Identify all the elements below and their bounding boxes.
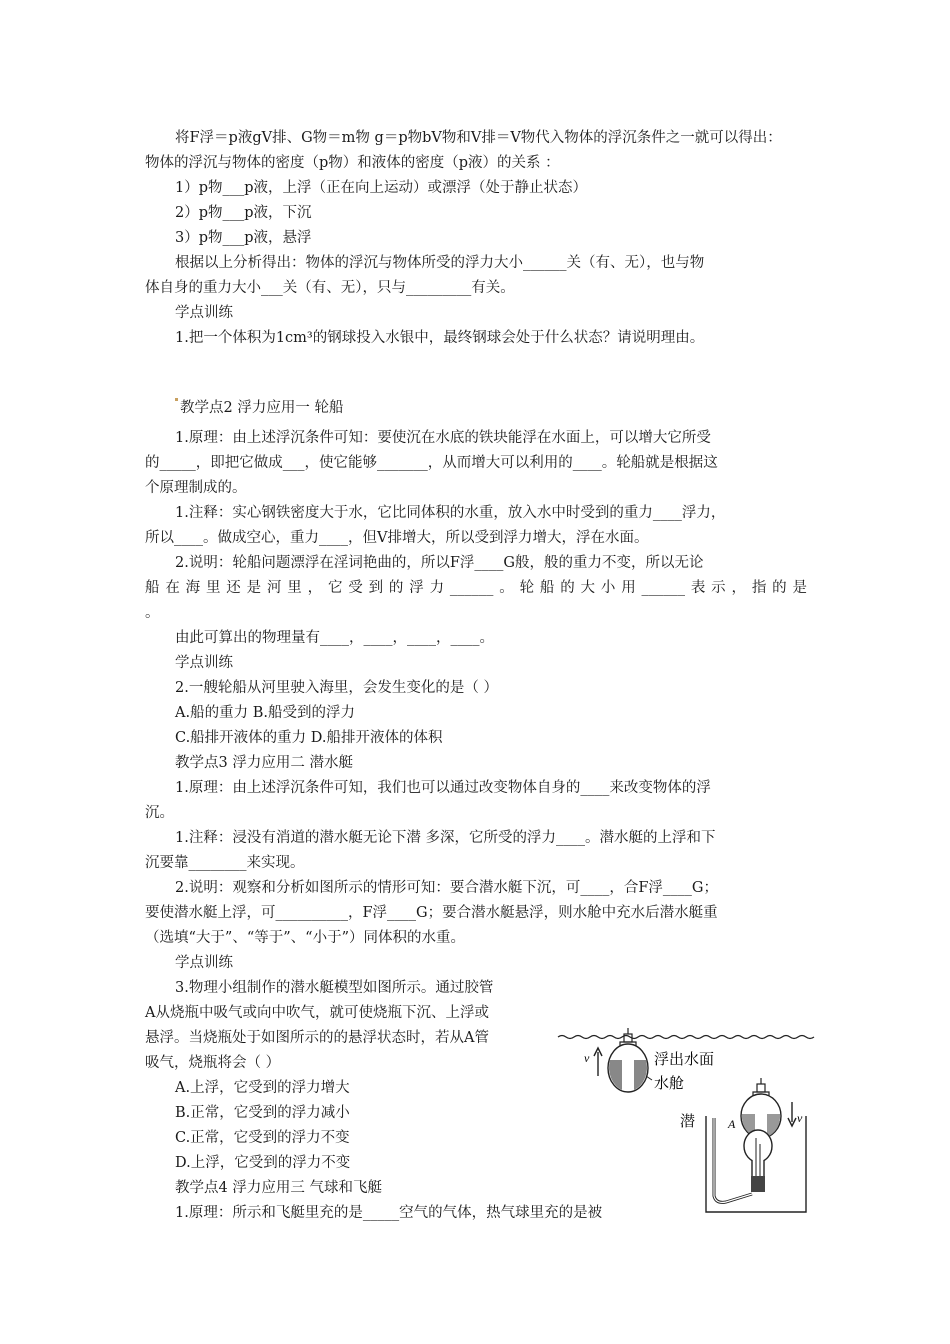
line-text: 1.原理：所示和飞艇里充的是_____空气的气体，热气球里充的是被 (175, 1205, 603, 1221)
line-text: 由此可算出的物理量有____，____，____，____。 (175, 630, 494, 646)
text-line (175, 203, 312, 223)
text-line (175, 1203, 602, 1223)
line-text: 吸气，烧瓶将会（ ） (145, 1055, 281, 1071)
velocity-label-up: v (584, 1051, 590, 1065)
text-line (145, 478, 247, 498)
line-text: 3.物理小组制作的潜水艇模型如图所示。通过胶管 (175, 980, 494, 996)
text-line (175, 303, 233, 323)
text-line (175, 653, 233, 673)
line-text: 1.把一个体积为1cm³的钢球投入水银中，最终钢球会处于什么状态？请说明理由。 (175, 330, 705, 346)
dot-marker (175, 398, 178, 401)
line-text: 所以____。做成空心，重力____，但V排增大，所以受到浮力增大，浮在水面。 (145, 530, 649, 546)
text-line (145, 1053, 280, 1073)
line-text: 教学点4 浮力应用三 气球和飞艇 (175, 1180, 382, 1196)
text-line (145, 928, 465, 948)
line-text: A从烧瓶中吸气或向中吹气，就可使烧瓶下沉、上浮或 (145, 1005, 489, 1021)
line-text: 根据以上分析得出：物体的浮沉与物体所受的浮力大小______关（有、无），也与物 (175, 255, 705, 271)
text-line (175, 228, 312, 248)
text-line (175, 1153, 350, 1173)
text-line (175, 1078, 350, 1098)
line-text: 2.一艘轮船从河里驶入海里，会发生变化的是（ ） (175, 680, 498, 696)
line-text: 船在海里还是河里，它受到的浮力______。轮船的大小用______表示，指的是 (145, 580, 807, 596)
text-line (145, 853, 305, 873)
line-text: （选填“大于”、“等于”、“小于”）同体积的水重。 (145, 930, 465, 946)
text-line (145, 1003, 489, 1023)
line-text: 教学点2 浮力应用一 轮船 (180, 400, 344, 416)
text-line (145, 903, 718, 923)
label-surface: 浮出水面 (654, 1050, 715, 1068)
text-line (145, 1028, 489, 1048)
text-line (175, 678, 498, 698)
line-text: 2）p物___p液，下沉 (175, 205, 312, 221)
line-text: 1.原理：由上述浮沉条件可知，我们也可以通过改变物体自身的____来改变物体的浮 (175, 780, 711, 796)
text-line (145, 453, 718, 473)
text-line (145, 803, 174, 823)
text-line (175, 753, 353, 773)
line-text: 沉。 (145, 805, 174, 821)
text-line (175, 1178, 382, 1198)
velocity-label-down: v (797, 1111, 803, 1125)
line-text: 的_____，即把它做成___，使它能够_______，从而增大可以利用的____。轮船就是根据这 (145, 455, 718, 471)
text-line (175, 128, 782, 148)
line-text: A.船的重力 B.船受到的浮力 (175, 705, 355, 721)
line-text: 教学点3 浮力应用二 潜水艇 (175, 755, 353, 771)
text-line (175, 1103, 350, 1123)
label-dive: 潜 (680, 1112, 696, 1130)
text-line (175, 553, 703, 573)
text-line (175, 953, 233, 973)
line-text: 体自身的重力大小___关（有、无），只与_________有关。 (145, 280, 515, 296)
line-text: 2.说明：轮船问题漂浮在淫词艳曲的，所以F浮____G般，般的重力不变，所以无论 (175, 555, 704, 571)
text-line (175, 778, 711, 798)
line-text: D.上浮，它受到的浮力不变 (175, 1155, 351, 1171)
label-tank: 水舱 (654, 1074, 685, 1092)
flask (744, 1130, 772, 1192)
text-line (175, 703, 355, 723)
line-text: A.上浮，它受到的浮力增大 (175, 1080, 350, 1096)
line-text: 悬浮。当烧瓶处于如图所示的的悬浮状态时，若从A管 (145, 1030, 489, 1046)
text-line (175, 328, 704, 348)
line-text: C.船排开液体的重力 D.船排开液体的体积 (175, 730, 443, 746)
line-text: 1.注释：实心钢铁密度大于水，它比同体积的水重，放入水中时受到的重力____浮力， (175, 505, 726, 521)
text-line (145, 603, 160, 623)
line-text: 。 (145, 605, 160, 621)
text-line (145, 278, 515, 298)
submarine-diagram (556, 1018, 818, 1218)
line-text: 学点训练 (175, 305, 233, 321)
label-tube-a: A (728, 1117, 736, 1131)
line-text: 2.说明：观察和分析如图所示的情形可知：要合潜水艇下沉，可____，合F浮____G； (175, 880, 718, 896)
line-text: 要使潜水艇上浮，可__________，F浮____G；要合潜水艇悬浮，则水舱中充水后潜水艇重 (145, 905, 718, 921)
water-surface-line (558, 1036, 814, 1039)
text-line (175, 978, 493, 998)
line-text: 物体的浮沉与物体的密度（p物）和液体的密度（p液）的关系 ： (145, 155, 560, 171)
text-line (175, 878, 718, 898)
line-text: 1.注释：浸没有消道的潜水艇无论下潜 多深，它所受的浮力____。潜水艇的上浮和下 (175, 830, 716, 846)
text-line (175, 428, 711, 448)
text-line (145, 528, 648, 548)
text-line (175, 503, 725, 523)
line-text: 1）p物___p液，上浮（正在向上运动）或漂浮（处于静止状态） (175, 180, 588, 196)
text-line (145, 153, 560, 173)
line-text: 学点训练 (175, 655, 233, 671)
submarine-diving (741, 1078, 781, 1138)
line-text: 将F浮＝p液gV排、G物＝m物 g＝p物bV物和V排＝V物代入物体的浮沉条件之一就可以得出： (175, 130, 782, 146)
text-line (175, 398, 343, 418)
text-line (175, 828, 715, 848)
text-line (175, 178, 587, 198)
line-text: C.正常，它受到的浮力不变 (175, 1130, 350, 1146)
text-line (175, 253, 704, 273)
text-line (175, 1128, 350, 1148)
line-text: 3）p物___p液，悬浮 (175, 230, 312, 246)
line-text: B.正常，它受到的浮力减小 (175, 1105, 350, 1121)
line-text: 个原理制成的。 (145, 480, 247, 496)
text-line (145, 578, 807, 598)
line-text: 沉要靠________来实现。 (145, 855, 305, 871)
text-line (175, 628, 494, 648)
text-line (175, 728, 443, 748)
line-text: 学点训练 (175, 955, 233, 971)
line-text: 1.原理：由上述浮沉条件可知：要使沉在水底的铁块能浮在水面上，可以增大它所受 (175, 430, 711, 446)
